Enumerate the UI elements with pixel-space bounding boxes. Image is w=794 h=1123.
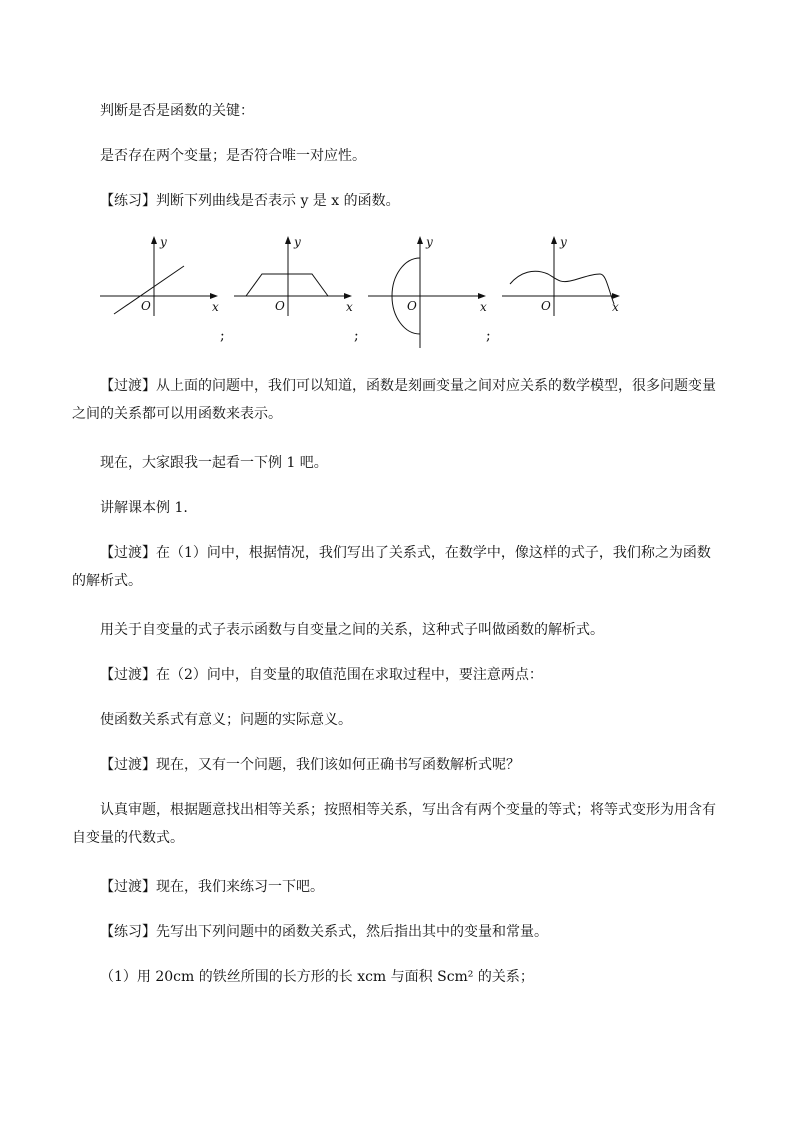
paragraph-key-conditions: 是否存在两个变量；是否符合唯一对应性。	[100, 148, 366, 164]
graph-line	[96, 228, 220, 318]
graph2-x-label: x	[346, 300, 353, 314]
graph4-y-label: y	[560, 235, 567, 249]
graph1-y-label: y	[160, 235, 167, 249]
graph1-x-label: x	[212, 300, 219, 314]
graph-semicircle	[364, 228, 488, 358]
paragraph-steps: 认真审题，根据题意找出相等关系；按照相等关系，写出含有两个变量的等式；将等式变形为用含有自变量的代数式。	[72, 802, 716, 846]
paragraph-exercise-2: 【练习】先写出下列问题中的函数关系式，然后指出其中的变量和常量。	[100, 924, 548, 940]
paragraph-transition-4: 【过渡】现在，又有一个问题，我们该如何正确书写函数解析式呢？	[100, 757, 520, 773]
paragraph-explain-example: 讲解课本例 1.	[100, 500, 188, 516]
graph4-origin-label: O	[541, 299, 551, 313]
function-graphs-row	[96, 228, 636, 356]
graph3-x-label: x	[480, 300, 487, 314]
paragraph-transition-1: 【过渡】从上面的问题中，我们可以知道，函数是刻画变量之间对应关系的数学模型，很多问题变量之间的关系都可以用函数来表示。	[72, 378, 716, 422]
paragraph-key-point: 判断是否是函数的关键：	[100, 103, 254, 119]
graph-separator-3: ;	[486, 328, 491, 344]
graph-separator-2: ;	[354, 328, 359, 344]
graph3-origin-label: O	[407, 299, 417, 313]
paragraph-definition: 用关于自变量的式子表示函数与自变量之间的关系，这种式子叫做函数的解析式。	[100, 622, 604, 638]
graph-wave	[498, 228, 628, 318]
paragraph-example-intro: 现在，大家跟我一起看一下例 1 吧。	[100, 455, 328, 471]
graph4-x-label: x	[612, 300, 619, 314]
paragraph-exercise-item-1: （1）用 20cm 的铁丝所围的长方形的长 xcm 与面积 Scm² 的关系；	[100, 969, 534, 985]
graph2-y-label: y	[294, 235, 301, 249]
paragraph-transition-5: 【过渡】现在，我们来练习一下吧。	[100, 879, 324, 895]
graph-separator-1: ;	[220, 328, 225, 344]
paragraph-transition-3: 【过渡】在（2）问中，自变量的取值范围在求取过程中，要注意两点：	[100, 667, 543, 683]
graph-trapezoid	[230, 228, 354, 318]
graph2-origin-label: O	[275, 299, 285, 313]
paragraph-two-points: 使函数关系式有意义；问题的实际意义。	[100, 712, 352, 728]
paragraph-exercise-graphs: 【练习】判断下列曲线是否表示 y 是 x 的函数。	[100, 193, 400, 209]
paragraph-transition-2: 【过渡】在（1）问中，根据情况，我们写出了关系式，在数学中，像这样的式子，我们称之为函数的解析式。	[72, 545, 711, 589]
graph1-origin-label: O	[141, 299, 151, 313]
graph3-y-label: y	[426, 235, 433, 249]
